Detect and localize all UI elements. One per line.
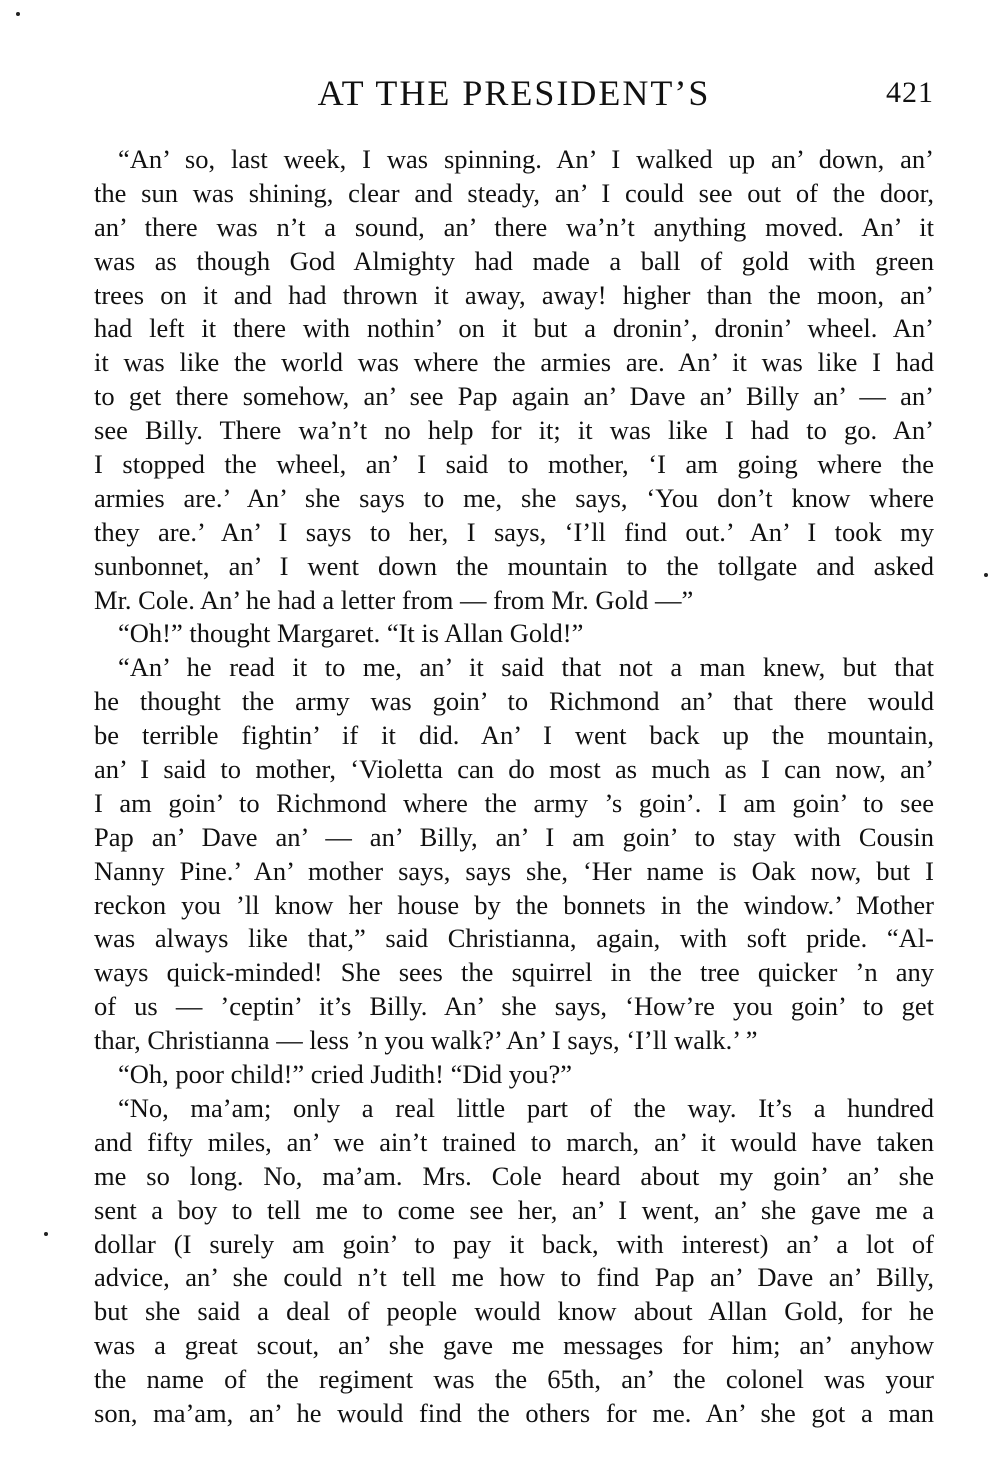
text-line: I am goin’ to Richmond where the army ’s goin’. I am goin’ to see xyxy=(94,787,934,818)
text-line: but she said a deal of people would know about Allan Gold, for he xyxy=(94,1296,934,1327)
text-line: sent a boy to tell me to come see her, an’ I went, an’ she gave me a xyxy=(94,1194,934,1225)
text-line: he thought the army was goin’ to Richmond an’ that there would xyxy=(94,686,934,717)
text-line: “An’ so, last week, I was spinning. An’ I walked up an’ down, an’ xyxy=(118,144,934,174)
text-line: advice, an’ she could n’t tell me how to find Pap an’ Dave an’ Billy, xyxy=(94,1262,934,1293)
text-line: son, ma’am, an’ he would find the others for me. An’ she got a man xyxy=(94,1397,934,1428)
text-line: “An’ he read it to me, an’ it said that not a man knew, but that xyxy=(118,652,934,683)
scan-speck xyxy=(984,573,988,577)
text-line: had left it there with nothin’ on it but a dronin’, dronin’ wheel. An’ xyxy=(94,313,934,344)
text-line: Mr. Cole. An’ he had a letter from — from Mr. Gold —” xyxy=(94,584,694,615)
page-header xyxy=(94,70,934,116)
text-line: “No, ma’am; only a real little part of the way. It’s a hundred xyxy=(118,1092,934,1123)
text-line: of us — ’ceptin’ it’s Billy. An’ she says, ‘How’re you goin’ to get xyxy=(94,991,934,1022)
text-line: thar, Christianna — less ’n you walk?’ An’ I says, ‘I’ll walk.’ ” xyxy=(94,1025,758,1056)
scan-speck xyxy=(16,12,20,16)
text-line: see Billy. There wa’n’t no help for it; it was like I had to go. An’ xyxy=(94,415,934,446)
text-line: reckon you ’ll know her house by the bonnets in the window.’ Mother xyxy=(94,889,934,920)
text-line: Nanny Pine.’ An’ mother says, says she, ‘Her name is Oak now, but I xyxy=(94,855,934,886)
text-line: me so long. No, ma’am. Mrs. Cole heard about my goin’ an’ she xyxy=(94,1160,934,1191)
text-line: an’ I said to mother, ‘Violetta can do most as much as I can now, an’ xyxy=(94,754,934,785)
text-line: the sun was shining, clear and steady, an’ I could see out of the door, xyxy=(94,177,934,208)
text-line: was always like that,” said Christianna, again, with soft pride. “Al- xyxy=(94,923,934,954)
text-line: sunbonnet, an’ I went down the mountain to the tollgate and asked xyxy=(94,550,934,581)
text-line: I stopped the wheel, an’ I said to mother, ‘I am going where the xyxy=(94,449,934,480)
text-line: they are.’ An’ I says to her, I says, ‘I’ll find out.’ An’ I took my xyxy=(94,516,934,547)
text-line: was as though God Almighty had made a ball of gold with green xyxy=(94,245,934,276)
text-line: trees on it and had thrown it away, away! higher than the moon, an’ xyxy=(94,279,934,310)
text-line: the name of the regiment was the 65th, an’ the colonel was your xyxy=(94,1364,934,1395)
scan-speck xyxy=(44,1232,48,1236)
text-line: to get there somehow, an’ see Pap again an’ Dave an’ Billy an’ — an’ xyxy=(94,381,934,412)
text-line: dollar (I surely am goin’ to pay it back, with interest) an’ a lot of xyxy=(94,1228,934,1259)
running-head: AT THE PRESIDENT’S xyxy=(317,73,711,113)
text-line: Pap an’ Dave an’ — an’ Billy, an’ I am goin’ to stay with Cousin xyxy=(94,821,934,852)
text-line: armies are.’ An’ she says to me, she says, ‘You don’t know where xyxy=(94,482,934,513)
text-line: be terrible fightin’ if it did. An’ I went back up the mountain, xyxy=(94,720,934,751)
text-line: “Oh, poor child!” cried Judith! “Did you?” xyxy=(118,1059,573,1090)
page-number: 421 xyxy=(886,76,934,109)
text-line: an’ there was n’t a sound, an’ there wa’n’t anything moved. An’ it xyxy=(94,211,934,242)
body-text xyxy=(94,143,934,1431)
text-line: “Oh!” thought Margaret. “It is Allan Gold!” xyxy=(118,618,584,649)
text-line: ways quick-minded! She sees the squirrel in the tree quicker ’n any xyxy=(94,957,934,988)
text-line: and fifty miles, an’ we ain’t trained to march, an’ it would have taken xyxy=(94,1126,934,1157)
text-line: it was like the world was where the armies are. An’ it was like I had xyxy=(94,347,934,378)
text-line: was a great scout, an’ she gave me messages for him; an’ anyhow xyxy=(94,1330,934,1361)
